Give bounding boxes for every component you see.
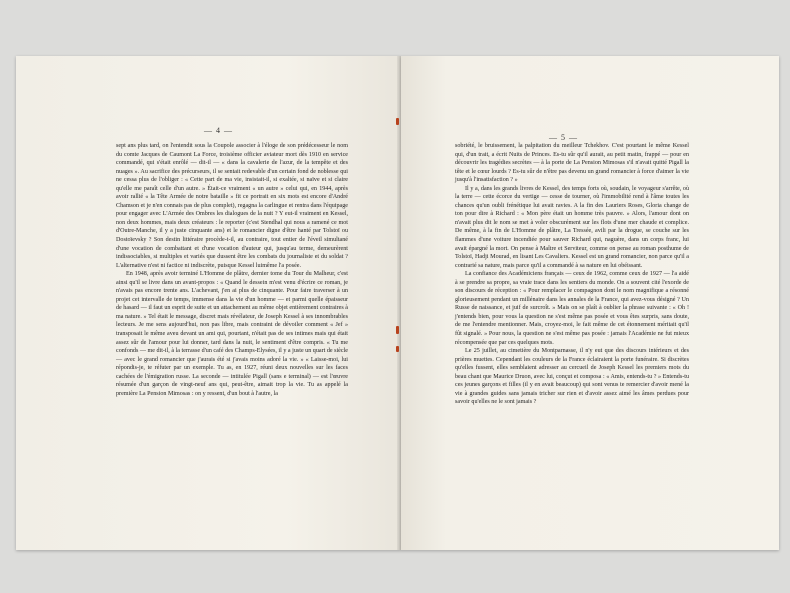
binding-thread-mark — [396, 118, 399, 125]
left-page-text — [116, 142, 348, 398]
open-booklet — [8, 56, 778, 550]
page-number-right: — 5 — — [549, 133, 578, 142]
binding-thread-mark — [396, 326, 399, 334]
paragraph: Le 25 juillet, au cimetière du Montparnasse, il n'y eut que des discours intérieurs et des prières muettes. Cependant les couleurs de la France éclairaient la porte funéraire. Si discrètes qu'elles fussent, elles semblaient adresser au cercueil de Joseph Kessel les premiers mots du beau chant que Maurice Druon, avec lui, conçut et composa : « Amis, entends-tu ? » Entends-tu ces jeunes garçons et filles (il y en avait beaucoup) qui sont venus te remercier d'avoir mené la vie à grandes guides sans jamais tricher sur rien et d'avoir assez aimé les âmes perdues pour savoir qu'elles ne le sont jamais ? — [455, 348, 689, 406]
paragraph: La confiance des Académiciens français — ceux de 1962, comme ceux de 1927 — l'a aidé à se prendre sa propre, sa vraie trace dans les sentiers du monde. On a souvent cité l'exorde de son discours de réception : « Pour remplacer le compagnon dont le nom magnifique a résonné glorieusement pendant un millénaire dans les annales de la France, qui avez-vous désigné ? Un Russe de naissance, et juif de surcroît. » Mais on se plaît à oublier la phrase suivante : « Oh ! j'entends bien, pour vous la question ne s'est même pas posée et vous êtes surpris, sans doute, de me l'entendre mentionner. Mais, croyez-moi, le fait même de cet étonnement méritait qu'il fût signalé. » Pour nous, la question ne s'est même pas posée : jamais l'Académie ne fut mieux récompensée que par ces quelques mots. — [455, 271, 689, 346]
paragraph: Il y a, dans les grands livres de Kessel, des temps forts où, soudain, le voyageur s'arrête, où la terre — cette écorce du vertige — cesse de tourner, où l'immobilité rend à l'âme toutes les chances qu'un oubli frénétique lui avait ravies. A la fin des Lauriers Roses, Gloria change de ton pour dire à Richard : « Mon père était un homme très pauvre. » Alors, l'amour dont on n'avait plus dit le nom se met à voler obscurément sur les flots d'une mer chaude et complice. De même, à la fin de L'Homme de plâtre, La Tressée, avili par la drogue, se couche sur les flammes d'une voiture incendiée pour sauver Richard qui, naguère, dans un corps franc, lui avait épargné la mort. On pense à Maître et Serviteur, comme on pense au roman posthume de Tolstoï, Hadji Mourad, en lisant Les Cavaliers. Kessel est un grand romancier, non parce qu'il a contrarié sa nature, mais parce qu'il a commandé à sa nature en lui obéissant. — [455, 185, 689, 269]
left-page — [16, 56, 401, 550]
right-page-text — [455, 142, 689, 407]
right-page — [401, 56, 779, 550]
paragraph: sept ans plus tard, on l'entendit sous la Coupole associer à l'éloge de son prédécesseur le nom du comte Jacques de Caumont La Force, troisième officier aviateur mort dès 1910 en service commandé, qui s'était enrôlé — dit-il — « dans la cavalerie de l'azur, de la tempête et des nuages ». Au sacrifice des précurseurs, il se sentait redevable d'un certain fond de noblesse qui ne cessa plus de l'obliger : « Cette part de ma vie, insistait-il, si exaltée, si naïve et si claire qu'elle me paraît celle d'un autre. » Était-ce vraiment « un autre » celui qui, en 1944, après avoir rallié « la Tête Armée de notre bataille » fit ce portrait en six mots est encore d'André Chamson et je n'en connais pas de plus complet), regagna la carlingue et rentra dans l'équipage pour engager avec L'Armée des Ombres les dialogues de la nuit ? Y eut-il vraiment en Kessel, non deux hommes, mais deux créateurs : le reporter (c'est Stendhal qui nous a ramené ce mot d'Outre-Manche, il y a juste cinquante ans) et le romancier digne d'être hanté par Tolstoï ou Dostoïevsky ? Son destin littéraire procède-t-il, au contraire, tout entier de l'éveil simultané d'une vocation de combattant et d'une vocation d'auteur qui, jusqu'au terme, demeurèrent indissociables, si multiples et variés que dussent être les combats du journaliste et du soldat ? L'alternative n'est ni factice ni indiscrète, puisque Kessel luimême l'a posée. — [116, 143, 348, 269]
paragraph: sobriété, le bruissement, la palpitation du meilleur Tchekhov. C'est pourtant le même Kessel qui, d'un trait, a écrit Nuits de Princes. Es-tu sûr qu'il aurait, au petit matin, frappé — pour en découvrir les tragédies secrètes — à la porte de La Pension Mimosas s'il n'avait quitté Pigall la tête et le cœur lourds ? Es-tu sûr de n'être pas devenu un grand romancier à force d'aimer la vie jusqu'à l'insatisfaction ? » — [455, 143, 689, 184]
binding-thread-mark — [396, 346, 399, 352]
page-number-left: — 4 — — [204, 126, 233, 135]
paragraph: En 1948, après avoir terminé L'Homme de plâtre, dernier tome du Tour du Malheur, c'est ainsi qu'il se livre dans un avant-propos : « Quand le dessein m'est venu d'écrire ce roman, je n'avais pas encore trente ans. L'achevant, j'en ai plus de cinquante. Pour faire traverser à un projet cet intervalle de temps, immense dans la vie d'un homme — et parmi quelle épaisseur de hasard — il faut un esprit de suite et un attachement au même objet entièrement contraires à ma nature. » Tel était le message, discret mais révélateur, de Joseph Kessel à ses innombrables lecteurs. Je me sens aujourd'hui, non pas libre, mais contraint de dévoiler comment « Jef » transposait le même aveu devant un ami qui, pourtant, n'était pas de ses intimes mais qui était assez sûr de l'amour pour lui donner, tard dans la nuit, le sentiment d'être compris. « Tu me confonds — me dit-il, à la terrasse d'un café des Champs-Elysées, il y a juste un quart de siècle — avec le grand romancier que j'aurais été si j'avais moins adoré la vie. » « Laisse-moi, lui répondis-je, te réfuter par un exemple. Tu as, en 1927, réuni deux nouvelles sur les faces cachées de l'émigration russe. La seconde — intitulée Pigall (sans e terminal) — est l'œuvre résumée d'un garçon de vingt-neuf ans qui, peut-être, aimait trop la vie. Tu as appelé la première La Pension Mimosas : on y ressent, d'un bout à l'autre, la — [116, 271, 348, 397]
